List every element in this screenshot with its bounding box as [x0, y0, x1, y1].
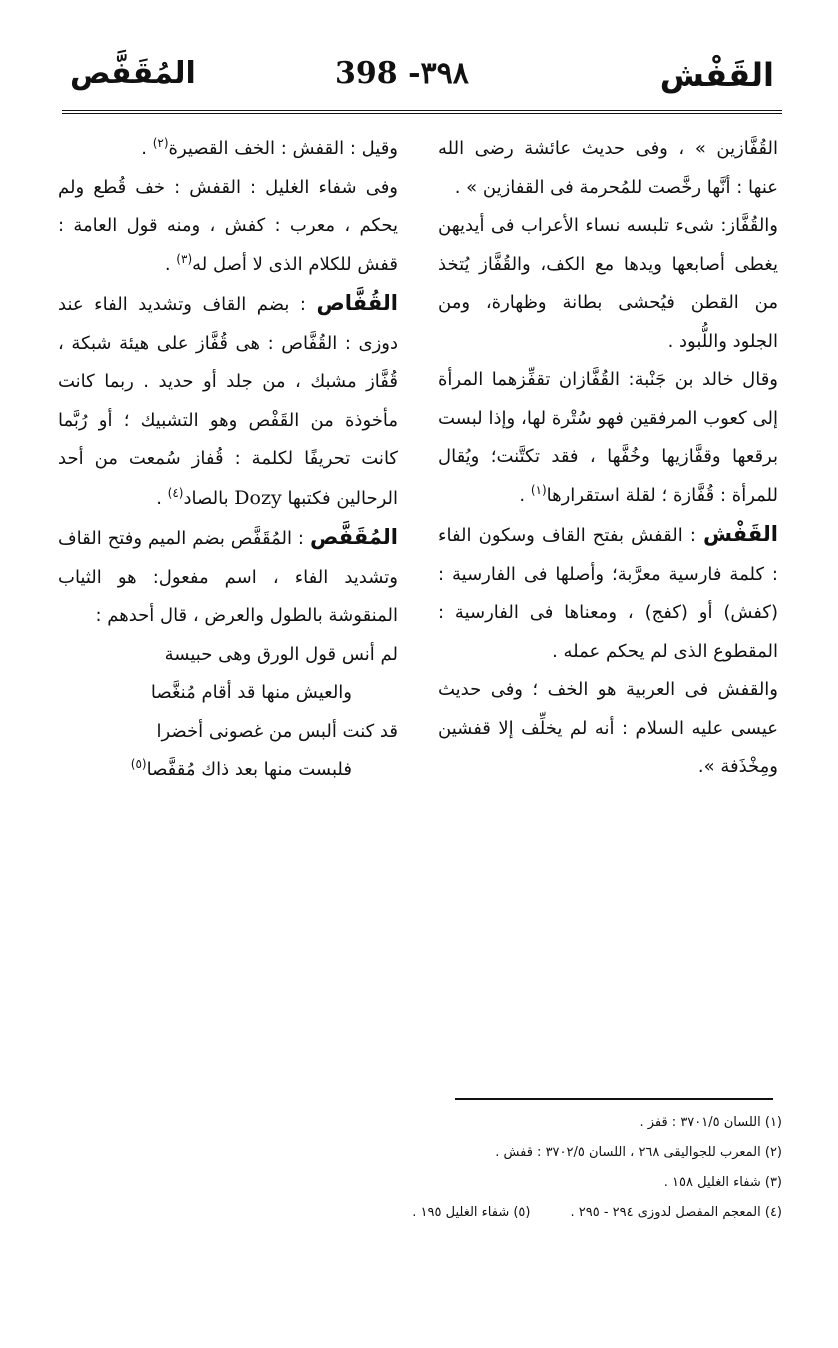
latin-name: Dozy: [234, 486, 282, 509]
footnote-ref: (١): [530, 482, 547, 497]
paragraph: وقيل : القفش : الخف القصيرة$^{(٢)}$ .: [141, 136, 398, 159]
entry: القُفَّاص : بضم القاف وتشديد الفاء عند دوزى : القُفَّاص : هى قُفَّاز على هيئة شبكة ، قُفَّاز مشبك ، من جلد أو حديد . ربما كانت مأخوذة من القَفْص وهو التشبيك ؛ أو رُبَّما كانت تحريفًا لكلمة : قُفاز سُمعت من أحد الرحالين فكتبها Dozy بالصاد$^{(٤)}$ .: [58, 291, 398, 509]
headword: المُقَفَّص: [309, 525, 398, 549]
footnote: (٣) شفاء الغليل ١٥٨ .: [663, 1175, 782, 1190]
page-header: [60, 50, 780, 100]
left-column: [58, 130, 398, 790]
header-right-headword: القَفْش: [659, 56, 774, 94]
verse-line: والعيش منها قد أقام مُنغَّصا: [150, 682, 352, 703]
header-left-headword: المُقَفَّص: [70, 56, 196, 91]
entry: المُقَفَّص : المُقَفَّص بضم الميم وفتح القاف وتشديد الفاء ، اسم مفعول: هو الثياب المنقوشة بالطول والعرض ، قال أحدهم :: [58, 525, 398, 626]
footnote-row: [58, 1198, 782, 1228]
verse-line: فلبست منها بعد ذاك مُقفَّصا$^{(٥)}$: [130, 757, 352, 780]
paragraph: القُفَّازين » ، وفى حديث عائشة رضى الله عنها : أنَّها رخَّصت للمُحرمة فى القفازين » .: [438, 138, 778, 198]
footnotes: [58, 1108, 782, 1228]
paragraph: والقُفَّاز: شىء تلبسه نساء الأعراب فى أيديهن يغطى أصابعها ويدها مع الكف، والقُفَّاز يُتخذ من القطن فيُحشى بطانة وظهارة، ومن الجلود واللُّبود .: [438, 215, 778, 352]
headword: القَفْش: [703, 522, 778, 546]
paragraph: والقفش فى العربية هو الخف ؛ وفى حديث عيسى عليه السلام : أنه لم يخلِّف إلا قفشين ومِخْذَفة ».: [438, 679, 778, 777]
page-number: 398 -٣٩٨: [335, 56, 469, 91]
verse-line: لم أنس قول الورق وهى حبيسة: [164, 643, 398, 665]
footnote: (١) اللسان ٣٧٠١/٥ : قفز .: [639, 1115, 782, 1130]
footnote-ref: (٣): [176, 251, 193, 266]
verse-line: قد كنت ألبس من غصونى أخضرا: [156, 720, 398, 742]
footnote: (٢) المعرب للجواليقى ٢٦٨ ، اللسان ٣٧٠٢/٥ : قفش .: [495, 1145, 782, 1160]
footnote-divider: [455, 1098, 773, 1100]
paragraph: وفى شفاء الغليل : القفش : خف قُطع ولم يحكم ، معرب : كفش ، ومنه قول العامة : قفش للكلام الذى لا أصل له$^{(٣)}$ .: [58, 176, 398, 275]
poem: [58, 636, 398, 790]
paragraph: وقال خالد بن جَنْبة: القُفَّازان تقفِّزهما المرأة إلى كعوب المرفقين فهو سُتْرة لها، وإذا لبست برقعها وقفَّازيها وخُفَّها ، فقد تكتَّنت؛ ويُقال للمرأة : قُفَّازة ؛ لقلة استقرارها$^{(١)}$ .: [438, 369, 778, 506]
header-divider: [62, 110, 782, 114]
footnote: (٥) شفاء الغليل ١٩٥ .: [412, 1205, 531, 1220]
entry: القَفْش : القفش بفتح القاف وسكون الفاء : كلمة فارسية معرَّبة؛ وأصلها فى الفارسية : (كفش) أو (كفج) ، ومعناها فى الفارسية : المقطوع الذى لم يحكم عمله .: [438, 522, 778, 662]
headword: القُفَّاص: [316, 291, 398, 315]
footnote-ref: (٤): [167, 485, 184, 500]
footnote: (٤) المعجم المفصل لدوزى ٢٩٤ - ٢٩٥ .: [570, 1205, 782, 1220]
right-column: [438, 130, 778, 787]
footnote-ref: (٢): [152, 136, 169, 150]
footnote-ref: (٥): [130, 757, 147, 771]
